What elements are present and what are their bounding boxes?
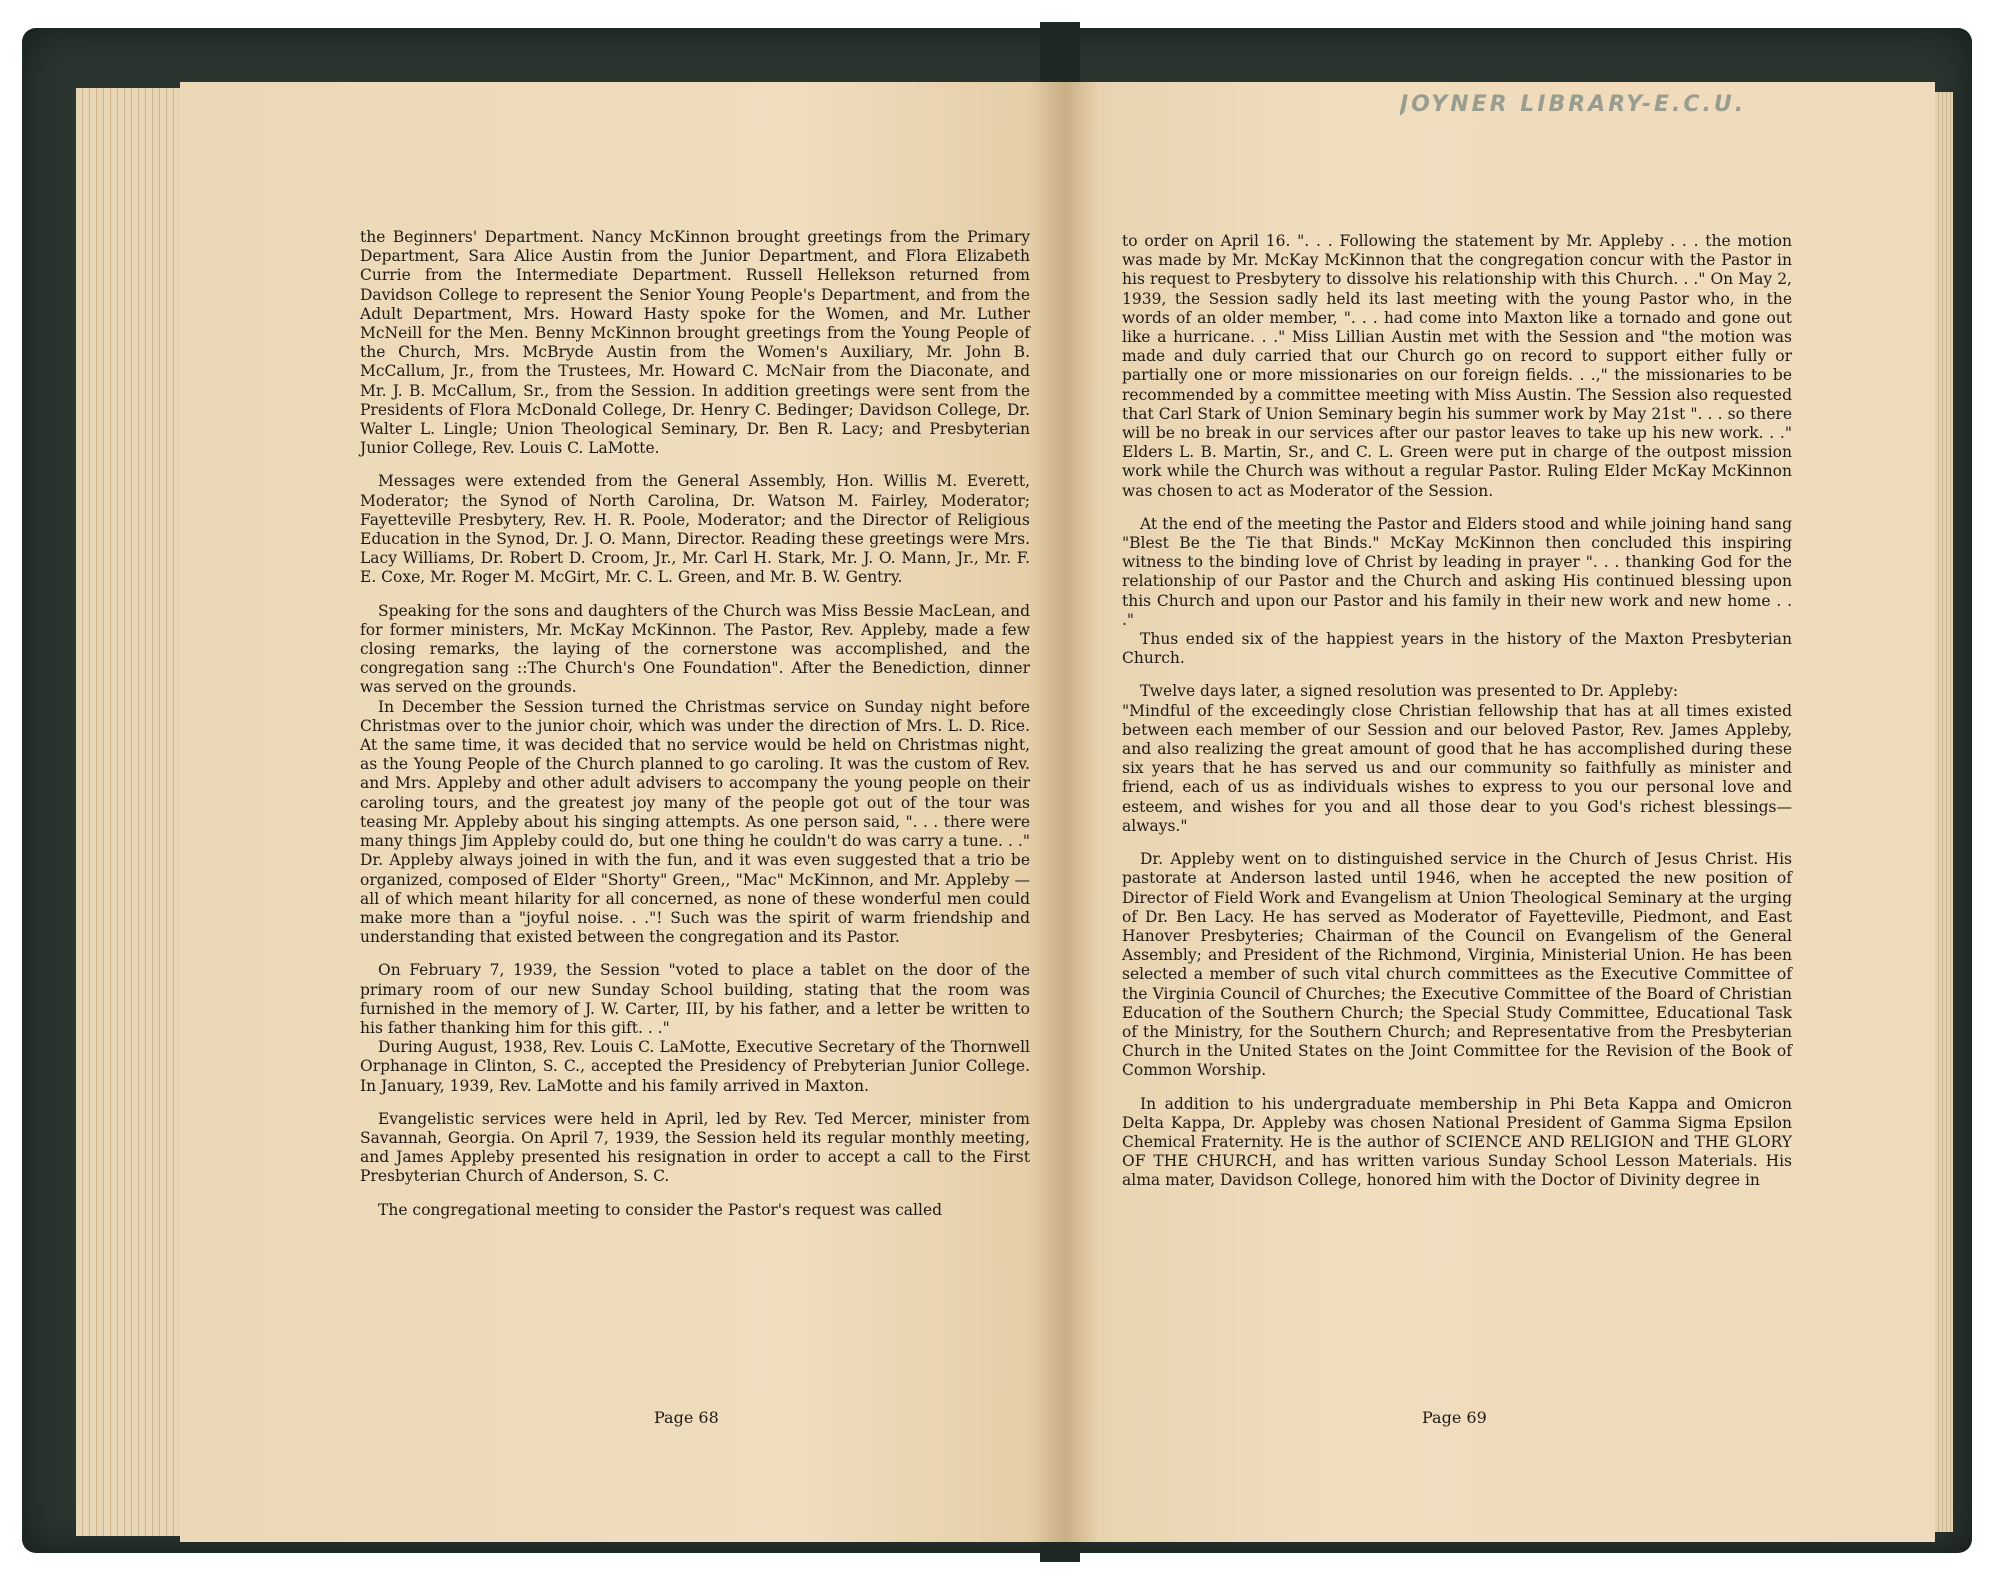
paragraph: The congregational meeting to consider the Pastor's request was called: [378, 1200, 943, 1219]
paragraph: In December the Session turned the Christmas service on Sunday night before Christmas over to the junior choir, which was under the direction of Mrs. L. D. Rice. At the same time, it was decided that no service would be held on Christmas night, as the Young People of the Church planned to go caroling. It was the custom of Rev. and Mrs. Appleby and other adult advisers to accompany the young people on their caroling tours, and the greatest joy many of the people got out of the tour was teasing Mr. Appleby about his singing attempts. As one person said, ". . . there were many things Jim Appleby could do, but one thing he couldn't do was carry a tune. . ." Dr. Appleby always joined in with the fun, and it was even suggested that a trio be organized, composed of Elder "Shorty" Green,, "Mac" McKinnon, and Mr. Appleby — all of which meant hilarity for all concerned, as none of these wonderful men could make more than a "joyful noise. . ."! Such was the spirit of warm friendship and understanding that existed between the congregation and its Pastor.: [360, 697, 1030, 947]
page-number-left: Page 68: [654, 1408, 719, 1427]
page-number-right: Page 69: [1422, 1408, 1487, 1427]
paragraph: During August, 1938, Rev. Louis C. LaMotte, Executive Secretary of the Thornwell Orphanage in Clinton, S. C., accepted the Presidency of Prebyterian Junior College. In January, 1939, Rev. LaMotte and his family arrived in Maxton.: [360, 1038, 1030, 1095]
page-edges-right: [1935, 92, 1953, 1532]
paragraph: to order on April 16. ". . . Following the statement by Mr. Appleby . . . the motion was made by Mr. McKay McKinnon that the congregation concur with the Pastor in his request to Presbytery to dissolve his relationship with this Church. . ." On May 2, 1939, the Session sadly held its last meeting with the young Pastor who, in the words of an older member, ". . . had come into Maxton like a tornado and gone out like a hurricane. . ." Miss Lillian Austin met with the Session and "the motion was made and duly carried that our Church go on record to support either fully or partially one or more missionaries on our foreign fields. . .," the missionaries to be recommended by a committee meeting with Miss Austin. The Session also requested that Carl Stark of Union Seminary begin his summer work by May 21st ". . . so there will be no break in our services after our pastor leaves to take up his new work. . ." Elders L. B. Martin, Sr., and C. L. Green were put in charge of the outpost mission work while the Church was without a regular Pastor. Ruling Elder McKay McKinnon was chosen to act as Moderator of the Session.: [1122, 232, 1792, 500]
paragraph: Thus ended six of the happiest years in the history of the Maxton Presbyterian Church.: [1122, 630, 1792, 668]
page-edges-left: [76, 88, 186, 1536]
paragraph: At the end of the meeting the Pastor and Elders stood and while joining hand sang "Blest Be the Tie that Binds." McKay McKinnon then concluded this inspiring witness to the binding love of Christ by leading in prayer ". . . thanking God for the relationship of our Pastor and the Church and asking His continued blessing upon this Church and upon our Pastor and his family in their new work and new home . . .": [1122, 514, 1792, 629]
paragraph: Dr. Appleby went on to distinguished service in the Church of Jesus Christ. His pastorate at Anderson lasted until 1946, when he accepted the new position of Director of Field Work and Evangelism at Union Theological Seminary at the urging of Dr. Ben Lacy. He has served as Moderator of Fayetteville, Piedmont, and East Hanover Presbyteries; Chairman of the Council on Evangelism of the General Assembly; and President of the Richmond, Virginia, Ministerial Union. He has been selected a member of such vital church committees as the Executive Committee of the Virginia Council of Churches; the Executive Committee of the Board of Christian Education of the Southern Church; the Special Study Committee, Educational Task of the Ministry, for the Southern Church; and Representative from the Presbyterian Church in the United States on the Joint Committee for the Revision of the Book of Common Worship.: [1122, 850, 1792, 1080]
right-page-text: [1122, 232, 1792, 1191]
paragraph: In addition to his undergraduate membership in Phi Beta Kappa and Omicron Delta Kappa, Dr. Appleby was chosen National President of Gamma Sigma Epsilon Chemical Fraternity. He is the author of SCIENCE AND RELIGION and THE GLORY OF THE CHURCH, and has written various Sunday School Lesson Materials. His alma mater, Davidson College, honored him with the Doctor of Divinity degree in: [1122, 1094, 1792, 1190]
resolution-quote: "Mindful of the exceedingly close Christian fellowship that has at all times existed between each member of our Session and our beloved Pastor, Rev. James Appleby, and also realizing the great amount of good that he has accomplished during these six years that he has served us and our community so faithfully as minister and friend, each of us as individuals wishes to express to you our personal love and esteem, and wishes for you and all those dear to you God's richest blessings—always.": [1122, 701, 1792, 835]
paragraph: the Beginners' Department. Nancy McKinnon brought greetings from the Primary Department, Sara Alice Austin from the Junior Department, and Flora Elizabeth Currie from the Intermediate Department. Russell Hellekson returned from Davidson College to represent the Senior Young People's Department, and from the Adult Department, Mrs. Howard Hasty spoke for the Women, and Mr. Luther McNeill for the Men. Benny McKinnon brought greetings from the Young People of the Church, Mrs. McBryde Austin from the Women's Auxiliary, Mr. John B. McCallum, Jr., from the Trustees, Mr. Howard C. McNair from the Diaconate, and Mr. J. B. McCallum, Sr., from the Session. In addition greetings were sent from the Presidents of Flora McDonald College, Dr. Henry C. Bedinger; Davidson College, Dr. Walter L. Lingle; Union Theological Seminary, Dr. Ben R. Lacy; and Presbyterian Junior College, Rev. Louis C. LaMotte.: [360, 228, 1030, 458]
paragraph: On February 7, 1939, the Session "voted to place a tablet on the door of the primary room of our new Sunday School building, stating that the room was furnished in the memory of J. W. Carter, III, by his father, and a letter be written to his father thanking him for this gift. . .": [360, 961, 1030, 1037]
library-stamp: JOYNER LIBRARY-E.C.U.: [1400, 92, 1747, 116]
left-page-text: [360, 228, 1030, 1220]
paragraph: Speaking for the sons and daughters of the Church was Miss Bessie MacLean, and for former ministers, Mr. McKay McKinnon. The Pastor, Rev. Appleby, made a few closing remarks, the laying of the cornerstone was accomplished, and the congregation sang ::The Church's One Foundation". After the Benediction, dinner was served on the grounds.: [360, 601, 1031, 697]
paragraph: Evangelistic services were held in April, led by Rev. Ted Mercer, minister from Savannah, Georgia. On April 7, 1939, the Session held its regular monthly meeting, and James Appleby presented his resignation in order to accept a call to the First Presbyterian Church of Anderson, S. C.: [360, 1109, 1030, 1186]
paragraph: Twelve days later, a signed resolution was presented to Dr. Appleby:: [1140, 682, 1679, 701]
paragraph: Messages were extended from the General Assembly, Hon. Willis M. Everett, Moderator; the Synod of North Carolina, Dr. Watson M. Fairley, Moderator; Fayetteville Presbytery, Rev. H. R. Poole, Moderator; and the Director of Religious Education in the Synod, Dr. J. O. Mann, Director. Reading these greetings were Mrs. Lacy Williams, Dr. Robert D. Croom, Jr., Mr. Carl H. Stark, Mr. J. O. Mann, Jr., Mr. F. E. Coxe, Mr. Roger M. McGirt, Mr. C. L. Green, and Mr. B. W. Gentry.: [360, 472, 1030, 587]
